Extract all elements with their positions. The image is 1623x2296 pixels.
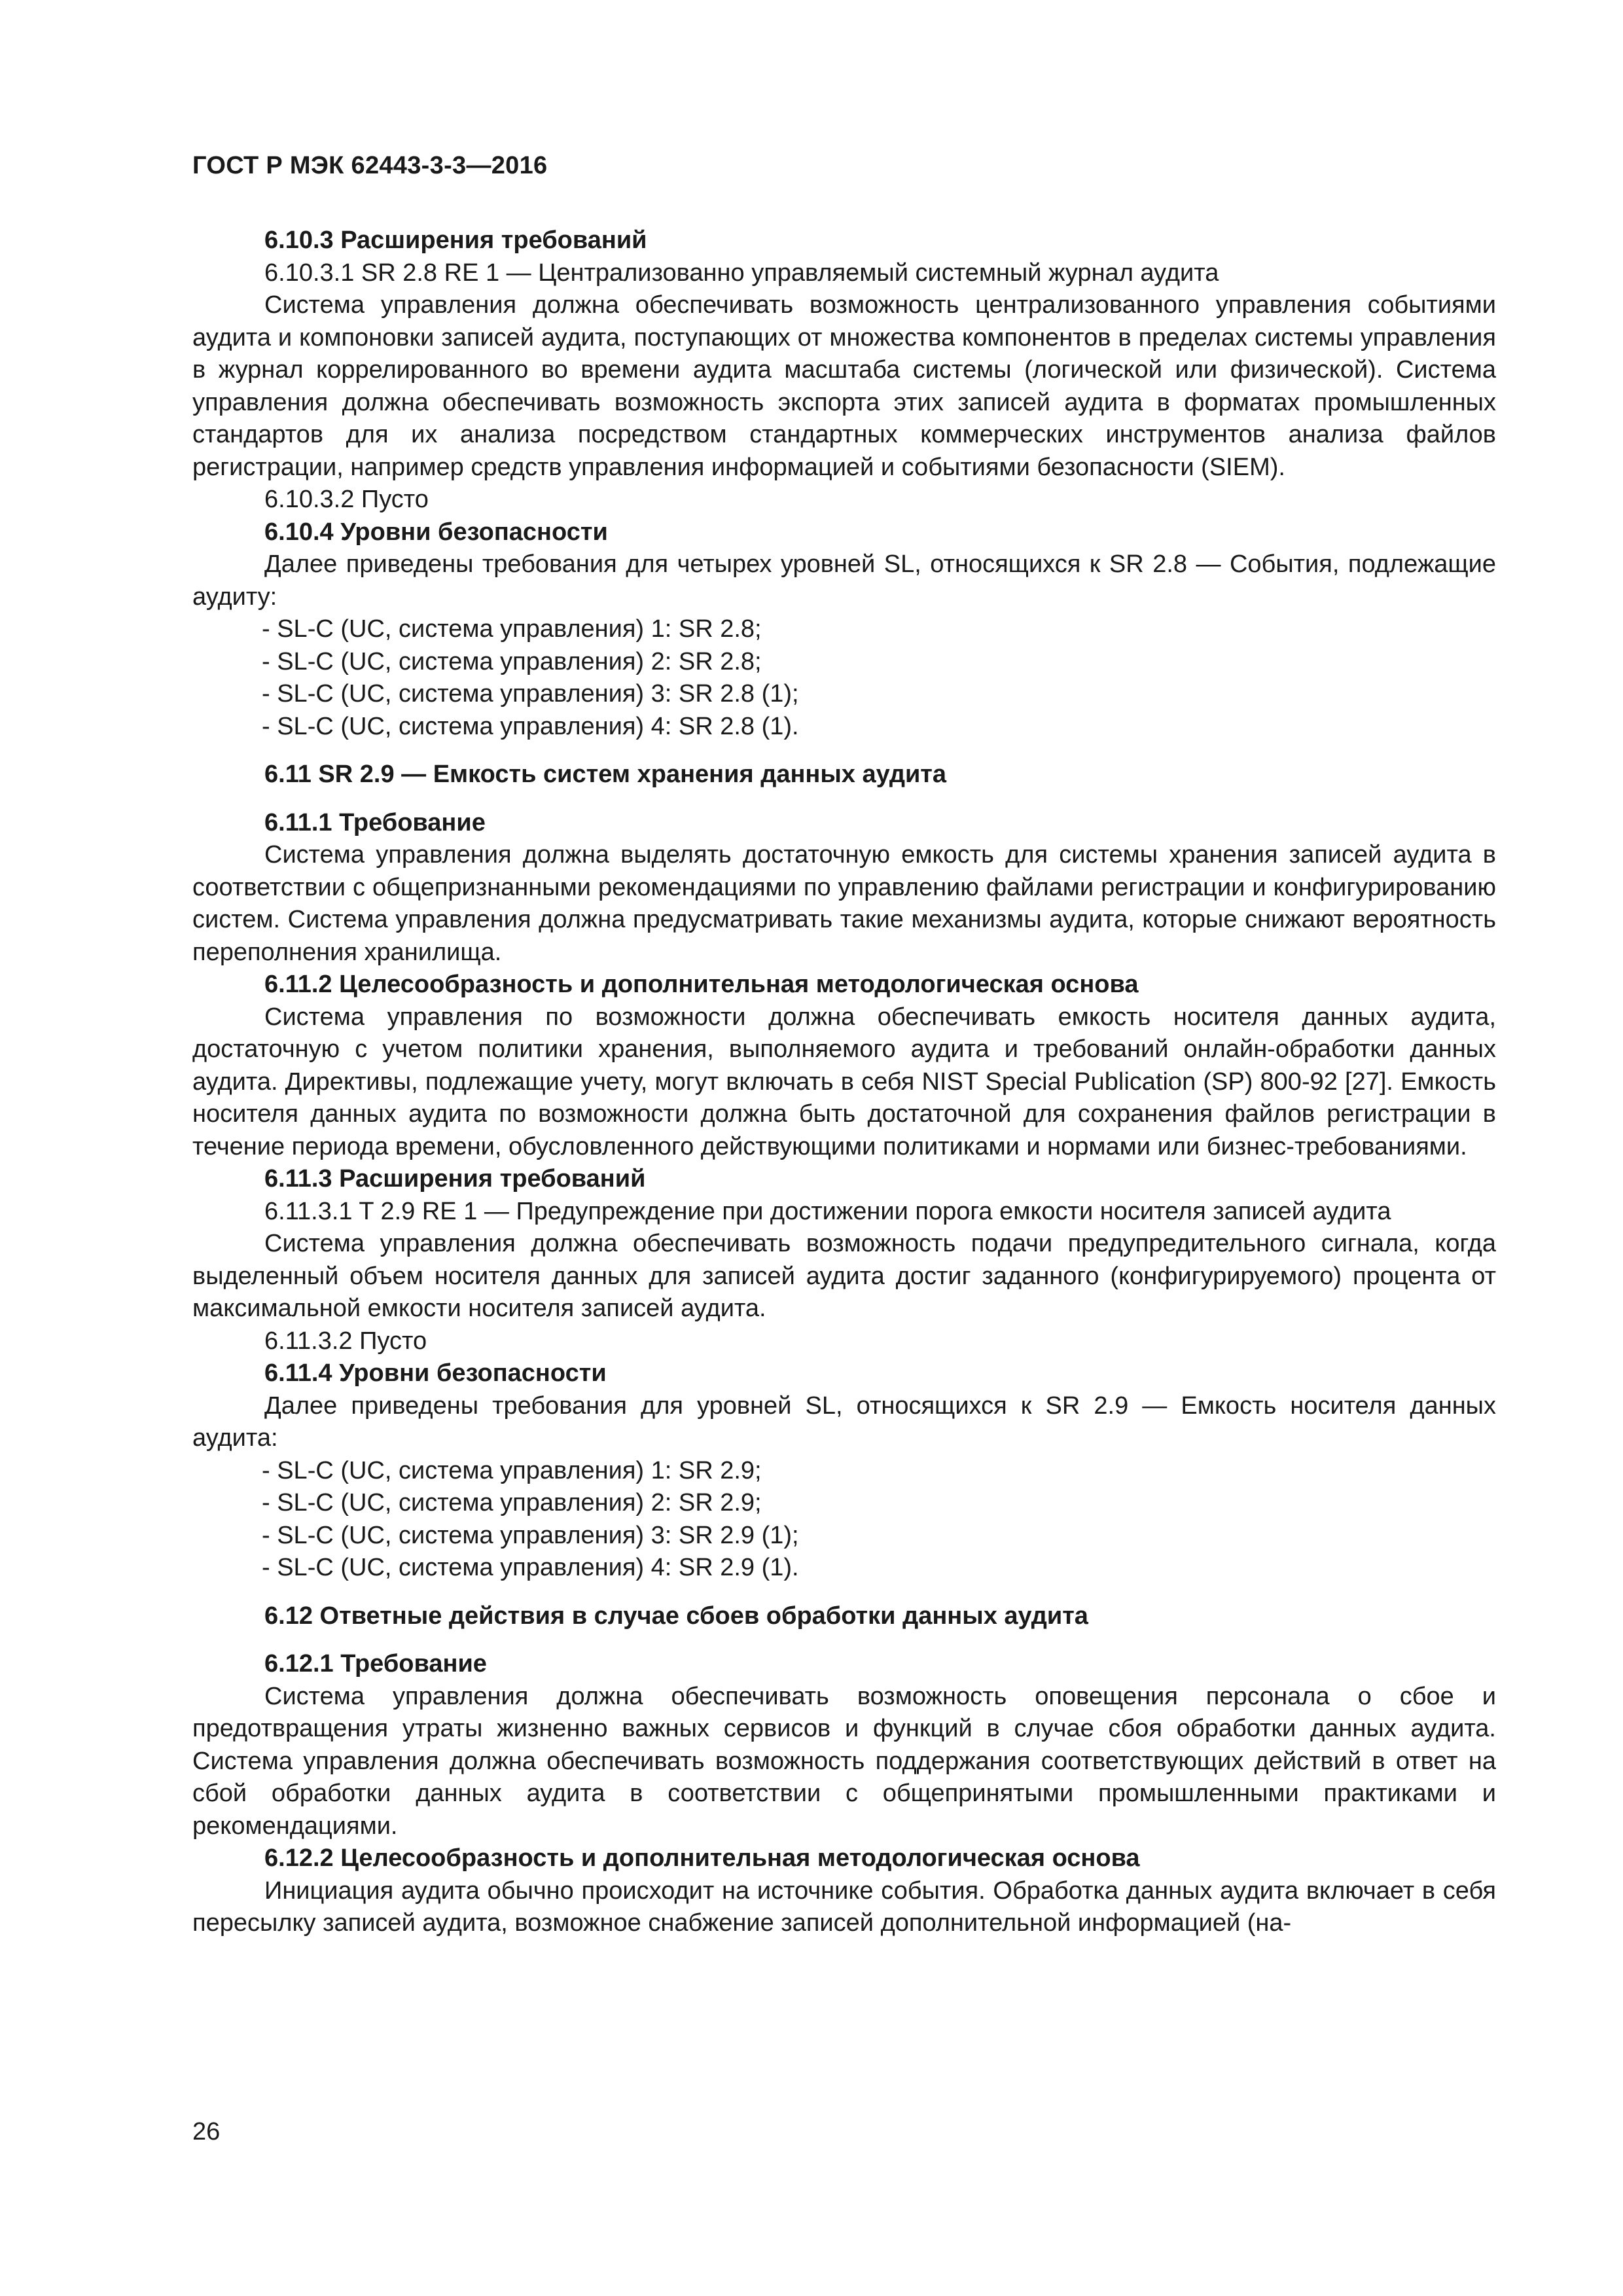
subclause-6-10-3-1: 6.10.3.1 SR 2.8 RE 1 — Централизованно управляемый системный журнал аудита bbox=[264, 259, 1219, 287]
heading-6-10-3: 6.10.3 Расширения требований bbox=[264, 226, 647, 254]
heading-6-11-4: 6.11.4 Уровни безопасности bbox=[264, 1359, 607, 1387]
body-paragraph: Система управления должна выделять достаточную емкость для системы хранения записей аудита в соответствии с общепризнанными рекомендациями по управлению файлами регистрации и конфигурированию систем. Система управления должна предусматривать такие механизмы аудита, которые снижают вероятность переполнения хранилища. bbox=[192, 841, 1496, 966]
heading-6-10-4: 6.10.4 Уровни безопасности bbox=[264, 518, 608, 546]
heading-6-12-1: 6.12.1 Требование bbox=[264, 1650, 487, 1677]
page-number: 26 bbox=[192, 2118, 221, 2145]
heading-6-12: 6.12 Ответные действия в случае сбоев обработки данных аудита bbox=[264, 1602, 1088, 1630]
body-paragraph: Система управления должна обеспечивать возможность централизованного управления событиями аудита и компоновки записей аудита, поступающих от множества компонентов в пределах системы управления в журнал коррелированного во времени аудита масштаба системы (логической или физической). Система управления должна обеспечивать возможность экспорта этих записей аудита в форматах промышленных стандартов для их анализа посредством стандартных коммерческих инструментов анализа файлов регистрации, например средств управления информацией и событиями безопасности (SIEM). bbox=[192, 291, 1496, 481]
document-header: ГОСТ Р МЭК 62443-3-3—2016 bbox=[192, 152, 548, 179]
list-item: - SL-C (UC, система управления) 3: SR 2.8 (1); bbox=[262, 680, 799, 708]
heading-6-11: 6.11 SR 2.9 — Емкость систем хранения данных аудита bbox=[264, 761, 947, 788]
subclause-6-10-3-2: 6.10.3.2 Пусто bbox=[264, 486, 429, 513]
list-item: - SL-C (UC, система управления) 2: SR 2.9; bbox=[262, 1489, 762, 1516]
list-item: - SL-C (UC, система управления) 1: SR 2.8; bbox=[262, 615, 762, 643]
body-paragraph: Система управления должна обеспечивать возможность оповещения персонала о сбое и предотвращения утраты жизненно важных сервисов и функций в случае сбоя обработки данных аудита. Система управления должна обеспечивать возможность поддержания соответствующих действий в ответ на сбой обработки данных аудита в соответствии с общепринятыми промышленными практиками и рекомендациями. bbox=[192, 1682, 1496, 1840]
body-paragraph: Инициация аудита обычно происходит на источнике события. Обработка данных аудита включает в себя пересылку записей аудита, возможное снабжение записей дополнительной информацией (на- bbox=[192, 1876, 1496, 1937]
body-paragraph: Далее приведены требования для четырех уровней SL, относящихся к SR 2.8 — События, подлежащие аудиту: bbox=[192, 550, 1496, 611]
heading-6-11-2: 6.11.2 Целесообразность и дополнительная методологическая основа bbox=[264, 971, 1139, 998]
heading-6-11-3: 6.11.3 Расширения требований bbox=[264, 1165, 646, 1193]
heading-6-12-2: 6.12.2 Целесообразность и дополнительная методологическая основа bbox=[264, 1844, 1140, 1872]
document-body bbox=[192, 224, 1496, 1940]
body-paragraph: Система управления должна обеспечивать возможность подачи предупредительного сигнала, когда выделенный объем носителя данных для записей аудита достиг заданного (конфигурируемого) процента от максимальной емкости носителя записей аудита. bbox=[192, 1230, 1496, 1322]
body-paragraph: Далее приведены требования для уровней SL, относящихся к SR 2.9 — Емкость носителя данных аудита: bbox=[192, 1391, 1496, 1452]
list-item: - SL-C (UC, система управления) 4: SR 2.8 (1). bbox=[262, 712, 799, 740]
list-item: - SL-C (UC, система управления) 4: SR 2.9 (1). bbox=[262, 1554, 799, 1581]
subclause-6-11-3-2: 6.11.3.2 Пусто bbox=[264, 1327, 427, 1355]
list-item: - SL-C (UC, система управления) 2: SR 2.8; bbox=[262, 647, 762, 675]
heading-6-11-1: 6.11.1 Требование bbox=[264, 808, 486, 836]
body-paragraph: Система управления по возможности должна обеспечивать емкость носителя данных аудита, достаточную с учетом политики хранения, выполняемого аудита и требований онлайн-обработки данных аудита. Директивы, подлежащие учету, могут включать в себя NIST Special Publication (SP) 800-92 [27]. Емкость носителя данных аудита по возможности должна быть достаточной для сохранения файлов регистрации в течение периода времени, обусловленного действующими политиками и нормами или бизнес-требованиями. bbox=[192, 1003, 1496, 1160]
subclause-6-11-3-1: 6.11.3.1 T 2.9 RE 1 — Предупреждение при достижении порога емкости носителя записей аудита bbox=[264, 1197, 1391, 1225]
list-item: - SL-C (UC, система управления) 3: SR 2.9 (1); bbox=[262, 1521, 799, 1549]
list-item: - SL-C (UC, система управления) 1: SR 2.9; bbox=[262, 1456, 762, 1484]
